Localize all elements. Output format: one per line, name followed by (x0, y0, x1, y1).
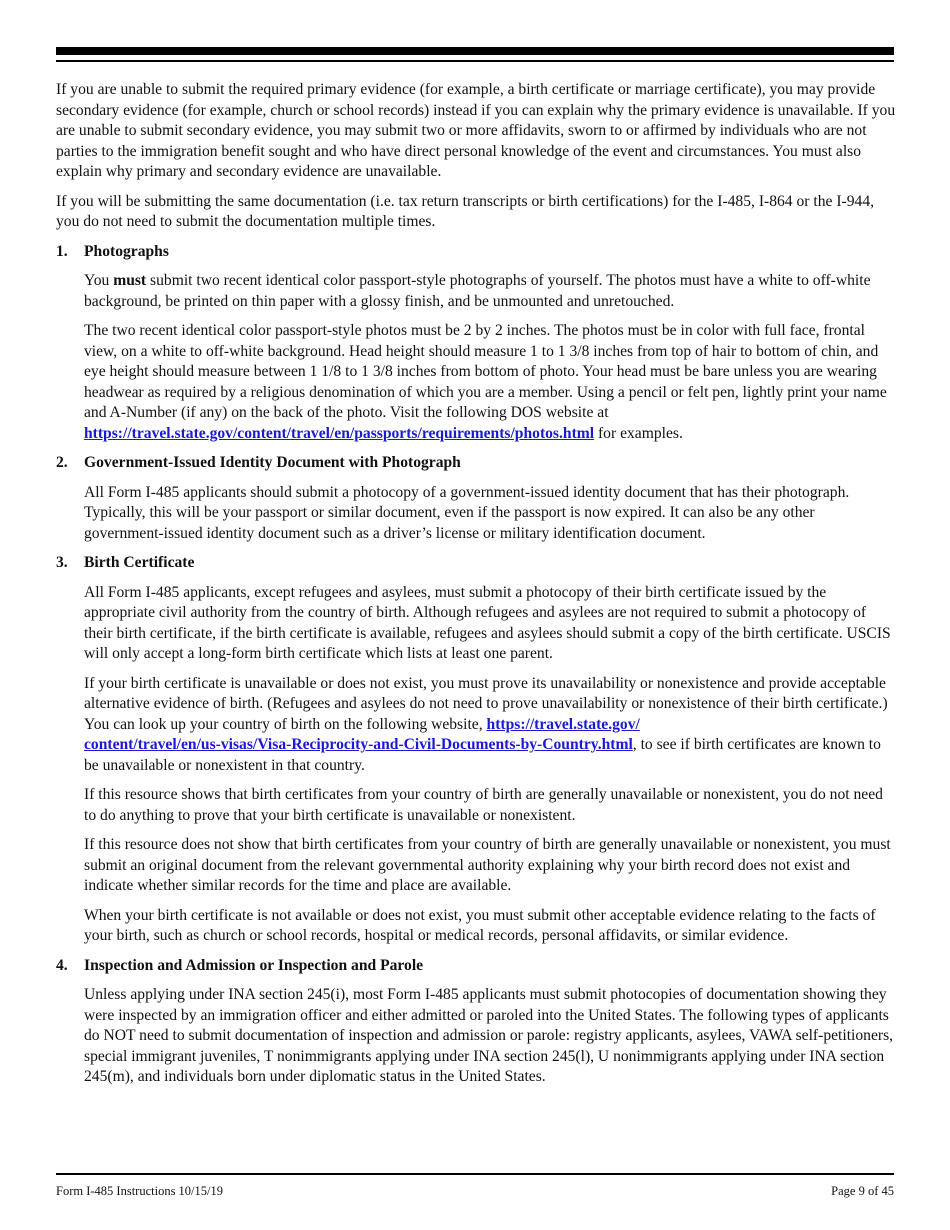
section-photographs (56, 242, 896, 445)
section-birth-certificate (56, 553, 896, 947)
inspection-paragraph-1: Unless applying under INA section 245(i), most Form I-485 applicants must submit photocopies of documentation showing they were inspected by an immigration officer and either admitted or paroled into the United States. The following types of applicants do NOT need to submit documentation of inspection and admission or parole: registry applicants, asylees, VAWA self-petitioners, special immigrant juveniles, T nonimmigrants applying under INA section 245(l), U nonimmigrants applying under INA section 245(m), and individuals born under diplomatic status in the United States. (84, 986, 894, 1085)
text-run: , to see if birth certificates are known to be unavailable or nonexistent in that country. (84, 736, 881, 774)
photographs-paragraph-2 (84, 321, 896, 444)
section-number: 1. (56, 242, 68, 260)
section-title: Birth Certificate (84, 554, 195, 571)
birth-paragraph-4: If this resource does not show that birth certificates from your country of birth are generally unavailable or nonexistent, you must submit an original document from the relevant governmental authority explaining why your birth record does not exist and indicate whether similar records for the time and place are available. (84, 836, 891, 894)
page-body (56, 80, 896, 1097)
photographs-paragraph-1 (84, 271, 896, 312)
footer-rule (56, 1173, 894, 1175)
header-rule-thick (56, 47, 894, 55)
link-text: https://travel.state.gov/ (486, 715, 640, 733)
intro-paragraph-1: If you are unable to submit the required primary evidence (for example, a birth certificate or marriage certificate), you may provide secondary evidence (for example, church or school records) instead if you can explain why the primary evidence is unavailable. If you are unable to submit secondary evidence, you may submit two or more affidavits, sworn to or affirmed by individuals who are not parties to the immigration benefit sought and who have direct personal knowledge of the event and circumstances. You must also explain why primary and secondary evidence are unavailable. (56, 81, 896, 180)
birth-paragraph-2 (84, 674, 896, 777)
footer-form-id: Form I-485 Instructions 10/15/19 (56, 1184, 224, 1198)
section-heading (56, 553, 896, 574)
emphasis-must: must (113, 272, 147, 289)
section-identity-document (56, 453, 896, 544)
section-inspection-admission (56, 956, 896, 1088)
text-run: You (84, 272, 114, 289)
section-title: Photographs (84, 242, 169, 260)
identity-paragraph-1: All Form I-485 applicants should submit a photocopy of a government-issued identity document that has their photograph. Typically, this will be your passport or similar document, even if the passport is now expired. It can also be any other government-issued identity document such as a driver’s license or military identification document. (84, 483, 850, 542)
section-number: 3. (56, 554, 68, 571)
birth-paragraph-5: When your birth certificate is not available or does not exist, you must submit other acceptable evidence relating to the facts of your birth, such as church or school records, hospital or medical records, personal affidavits, or similar evidence. (84, 906, 876, 944)
section-heading (56, 242, 896, 263)
text-run: for examples. (594, 424, 683, 442)
intro-paragraph-2: If you will be submitting the same documentation (i.e. tax return transcripts or birth certifications) for the I-485, I-864 or the I-944, you do not need to submit the documentation multiple times. (56, 192, 875, 230)
text-run: submit two recent identical color passport-style photographs of yourself. The photos must have a white to off-white background, be printed on thin paper with a glossy finish, and be unmounted and unretouched. (84, 272, 871, 310)
link-text: content/travel/en/us-visas/Visa-Reciprocity-and-Civil-Documents-by-Country.html (84, 736, 633, 753)
text-run: The two recent identical color passport-style photos must be 2 by 2 inches. The photos must be in color with full face, frontal view, on a white to off-white background. Head height should measure 1 to 1 3/8 inches from top of hair to bottom of chin, and eye height should measure between 1 1/8 to 1 3/8 inches from bottom of photo. Your head must be bare unless you are wearing headwear as required by a religious denomination of which you are a member. Using a pencil or felt pen, lightly print your name and A-Number (if any) on the back of the photo. Visit the following DOS website at (84, 322, 887, 421)
section-heading (56, 956, 896, 977)
dos-photos-link[interactable]: https://travel.state.gov/content/travel/en/passports/requirements/photos.html (84, 424, 595, 442)
text-run: If your birth certificate is unavailable or does not exist, you must prove its unavailability or nonexistence and provide acceptable alternative evidence of birth. (Refugees and asylees do not need to prove unavailability or nonexistence of their birth certificate.) You can look up your country of birth on the following website, (84, 674, 888, 733)
footer-page-number: Page 9 of 45 (831, 1184, 894, 1198)
birth-paragraph-1: All Form I-485 applicants, except refugees and asylees, must submit a photocopy of their birth certificate issued by the appropriate civil authority from the country of birth. Although refugees and asylees are not required to submit a photocopy of their birth certificate, if the birth certificate is available, refugees and asylees should submit a copy of the birth certificate. USCIS will only accept a long-form birth certificate which lists at least one parent. (84, 583, 891, 662)
section-number: 4. (56, 956, 68, 974)
birth-paragraph-3: If this resource shows that birth certificates from your country of birth are generally unavailable or nonexistent, you do not need to do anything to prove that your birth certificate is unavailable or nonexistent. (84, 786, 883, 824)
section-title: Government-Issued Identity Document with Photograph (84, 454, 461, 471)
header-rule-thin (56, 60, 894, 62)
section-heading (56, 453, 896, 474)
section-number: 2. (56, 454, 68, 471)
section-title: Inspection and Admission or Inspection and Parole (84, 956, 424, 974)
